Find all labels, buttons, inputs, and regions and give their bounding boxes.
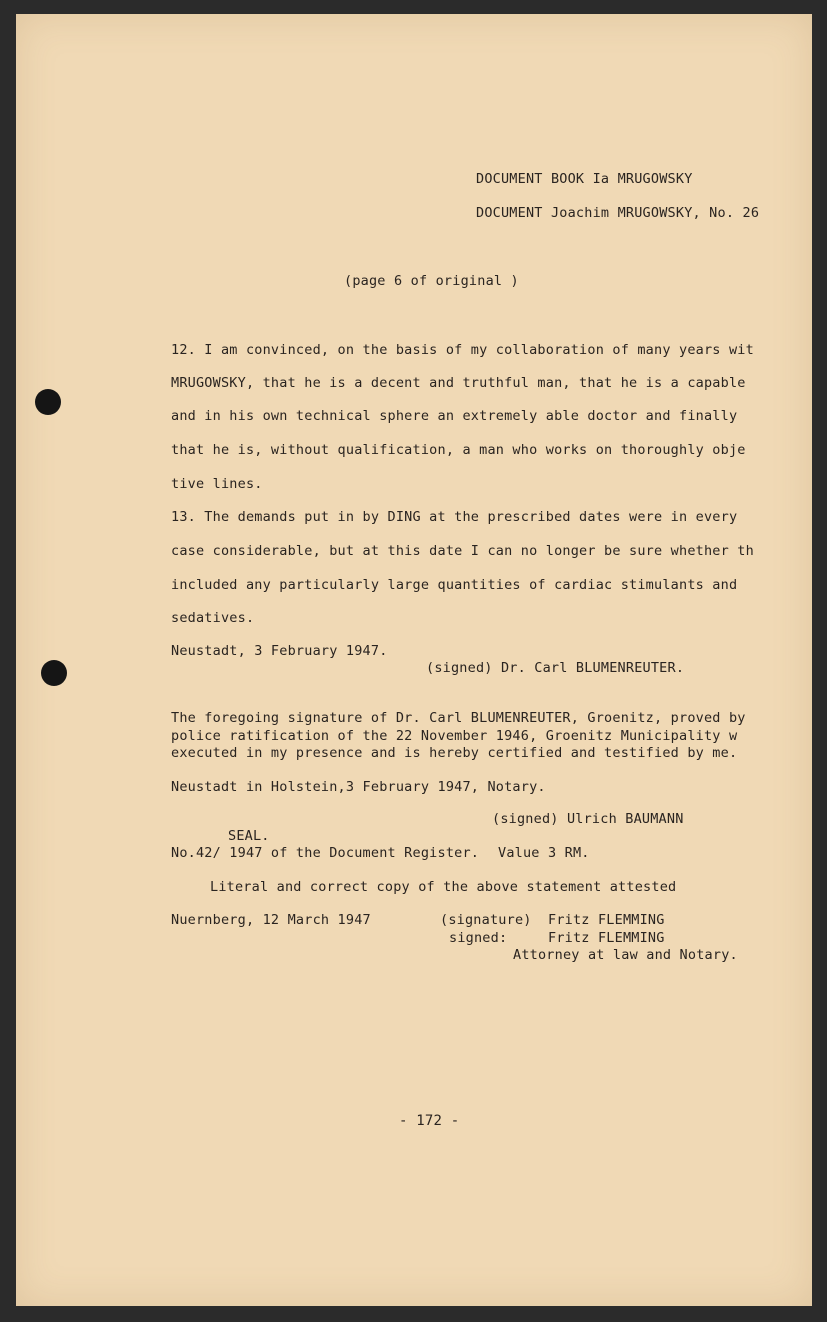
notary-place-date: Neustadt in Holstein,3 February 1947, Notary. (171, 779, 546, 795)
register-number: No.42/ 1947 of the Document Register. (171, 845, 480, 861)
signature-label: (signature) (440, 912, 532, 928)
paragraph-12-line: that he is, without qualification, a man who works on thoroughly obje (171, 442, 746, 458)
paragraph-12-line: 12. I am convinced, on the basis of my collaboration of many years wit (171, 342, 754, 358)
signed-label: signed: (449, 930, 508, 946)
seal-label: SEAL. (228, 828, 270, 844)
header-document-number: DOCUMENT Joachim MRUGOWSKY, No. 26 (476, 205, 760, 221)
paragraph-13-line: 13. The demands put in by DING at the prescribed dates were in every (171, 509, 738, 525)
paragraph-13-line: included any particularly large quantities of cardiac stimulants and (171, 577, 738, 593)
attorney-title: Attorney at law and Notary. (513, 947, 738, 963)
attestation-line: Literal and correct copy of the above statement attested (210, 879, 677, 895)
paragraph-13-line: case considerable, but at this date I can no longer be sure whether th (171, 543, 754, 559)
page-number: - 172 - (399, 1113, 460, 1129)
punch-hole-bottom (41, 660, 67, 686)
signed-baumann: (signed) Ulrich BAUMANN (492, 811, 684, 827)
signed-blumenreuter: (signed) Dr. Carl BLUMENREUTER. (426, 660, 685, 676)
place-date: Neustadt, 3 February 1947. (171, 643, 388, 659)
punch-hole-top (35, 389, 61, 415)
paragraph-12-line: MRUGOWSKY, that he is a decent and truthful man, that he is a capable (171, 375, 746, 391)
register-value: Value 3 RM. (498, 845, 590, 861)
certification-line: police ratification of the 22 November 1946, Groenitz Municipality w (171, 728, 738, 744)
certification-line: executed in my presence and is hereby certified and testified by me. (171, 745, 738, 761)
nuernberg-date: Nuernberg, 12 March 1947 (171, 912, 371, 928)
signed-name: Fritz FLEMMING (548, 930, 665, 946)
signature-name: Fritz FLEMMING (548, 912, 665, 928)
document-page (16, 14, 812, 1306)
page-reference: (page 6 of original ) (344, 273, 519, 289)
certification-line: The foregoing signature of Dr. Carl BLUMENREUTER, Groenitz, proved by (171, 710, 746, 726)
paragraph-12-line: tive lines. (171, 476, 263, 492)
header-document-book: DOCUMENT BOOK Ia MRUGOWSKY (476, 171, 693, 187)
paragraph-13-line: sedatives. (171, 610, 255, 626)
paragraph-12-line: and in his own technical sphere an extremely able doctor and finally (171, 408, 738, 424)
